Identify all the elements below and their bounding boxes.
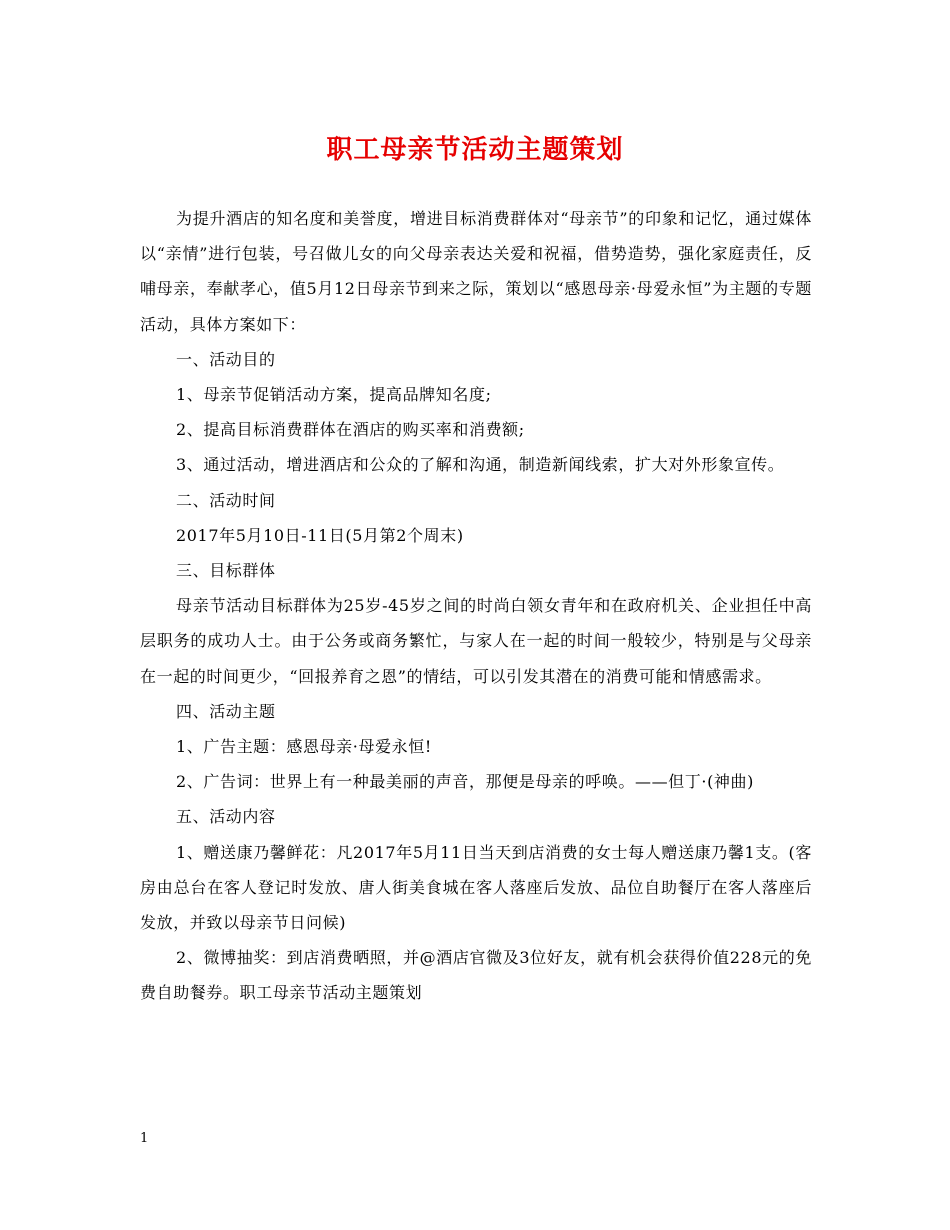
section-heading-time: 二、活动时间: [176, 490, 276, 510]
theme-item-2: 2、广告词：世界上有一种最美丽的声音，那便是母亲的呼唤。——但丁·(神曲): [176, 772, 754, 792]
section-heading-theme: 四、活动主题: [176, 701, 276, 721]
purpose-item-1: 1、母亲节促销活动方案，提高品牌知名度;: [176, 385, 492, 405]
content-item-1: 1、赠送康乃馨鲜花：凡2017年5月11日当天到店消费的女士每人赠送康乃馨1支。(客房由总台在客人登记时发放、唐人街美食城在客人落座后发放、品位自助餐厅在客人落座后发放，并致以母亲节日问候): [140, 842, 812, 933]
intro-paragraph: 为提升酒店的知名度和美誉度，增进目标消费群体对“母亲节”的印象和记忆，通过媒体以“亲情”进行包装，号召做儿女的向父母亲表达关爱和祝福，借势造势，强化家庭责任，反哺母亲，奉献孝心，值5月12日母亲节到来之际，策划以“感恩母亲·母爱永恒”为主题的专题活动，具体方案如下：: [140, 209, 812, 334]
page-number: 1: [140, 1131, 149, 1146]
document-title: 职工母亲节活动主题策划: [326, 135, 624, 165]
theme-item-1: 1、广告主题：感恩母亲·母爱永恒!: [176, 737, 432, 757]
target-paragraph: 母亲节活动目标群体为25岁-45岁之间的时尚白领女青年和在政府机关、企业担任中高层职务的成功人士。由于公务或商务繁忙，与家人在一起的时间一般较少，特别是与父母亲在一起的时间更少，“回报养育之恩”的情结，可以引发其潜在的消费可能和情感需求。: [140, 596, 812, 686]
content-item-2: 2、微博抽奖：到店消费晒照，并@酒店官微及3位好友，就有机会获得价值228元的免费自助餐券。职工母亲节活动主题策划: [140, 948, 812, 1003]
section-heading-target: 三、目标群体: [176, 561, 276, 581]
time-detail: 2017年5月10日-11日(5月第2个周末): [176, 525, 464, 545]
section-heading-purpose: 一、活动目的: [176, 349, 276, 369]
purpose-item-2: 2、提高目标消费群体在酒店的购买率和消费额;: [176, 420, 525, 440]
purpose-item-3: 3、通过活动，增进酒店和公众的了解和沟通，制造新闻线索，扩大对外形象宣传。: [176, 455, 785, 475]
document-body: [140, 201, 812, 1011]
section-heading-content: 五、活动内容: [176, 807, 276, 827]
